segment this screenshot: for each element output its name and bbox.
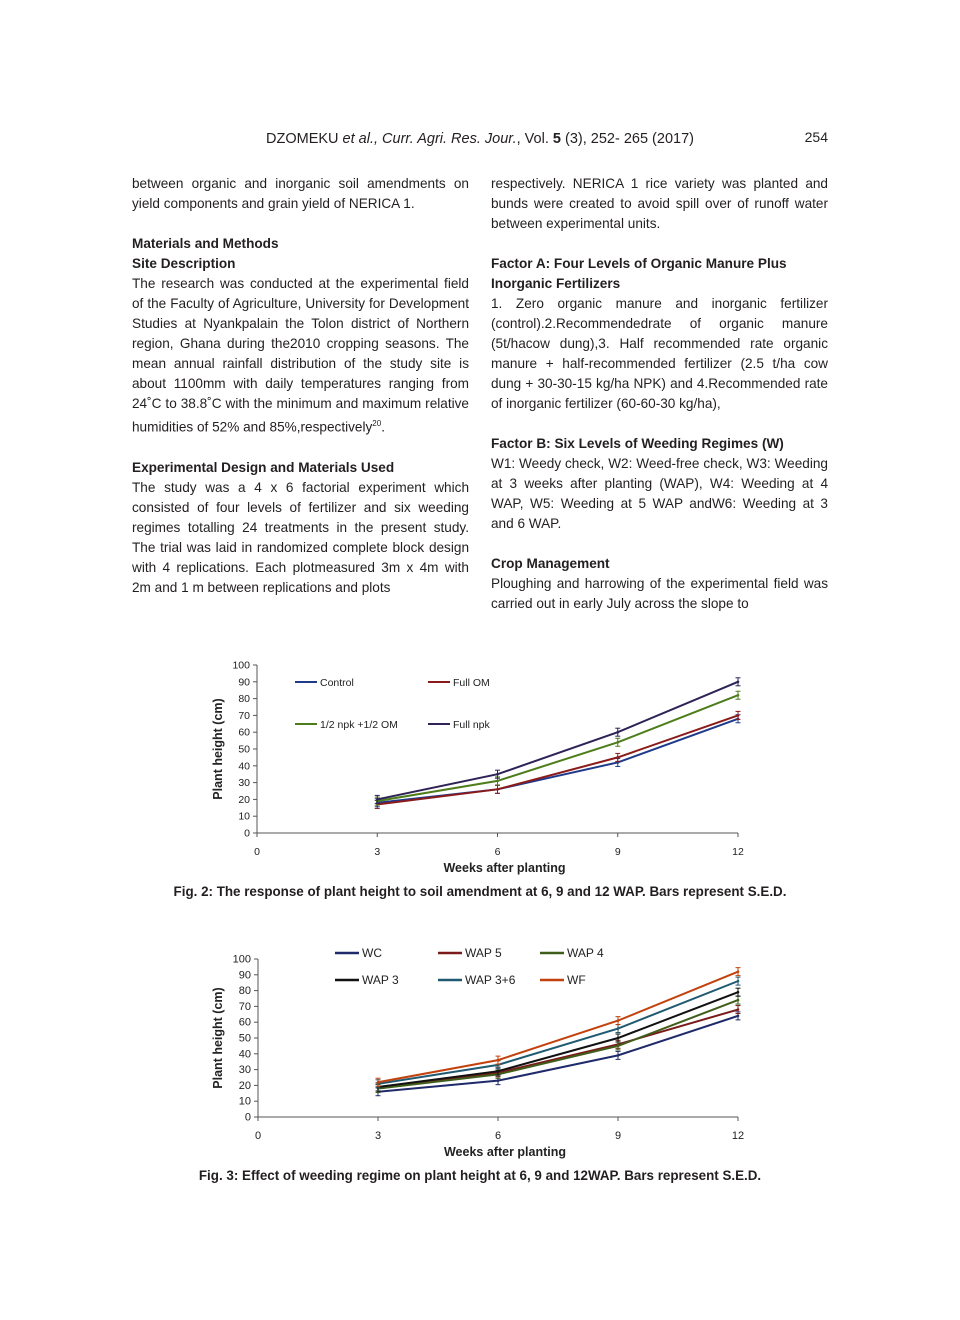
- data-point: [737, 1008, 740, 1011]
- y-tick-label: 40: [238, 760, 250, 773]
- fig2-caption: Fig. 2: The response of plant height to soil amendment at 6, 9 and 12 WAP. Bars represent S.E.D.: [173, 884, 787, 899]
- data-point: [737, 970, 740, 973]
- authors: DZOMEKU: [266, 131, 339, 147]
- data-point: [737, 681, 740, 684]
- series-line-5: [378, 972, 738, 1083]
- x-tick-label: 12: [732, 846, 744, 858]
- data-point: [737, 999, 740, 1002]
- y-tick-label: 40: [238, 1048, 251, 1061]
- x-axis-label: Weeks after planting: [443, 1145, 567, 1159]
- running-header: [0, 129, 960, 151]
- site-heading: Site Description: [132, 256, 236, 271]
- data-point: [497, 1059, 500, 1062]
- x-tick-label: 12: [731, 1130, 745, 1142]
- y-tick-label: 10: [238, 810, 250, 823]
- factor-a-paragraph: 1. Zero organic manure and inorganic fertilizer (control).2.Recommendedrate of organic manure (5t/hacow dung),3. Half recommended rate organic manure + half-recommended fertilizer (2.5 t/ha cow dung + 30-30-15 kg/ha NPK) and 4.Recommended rate of inorganic fertilizer (60-60-30 kg/ha),: [491, 296, 828, 411]
- factor-b-paragraph: W1: Weedy check, W2: Weed-free check, W3: Weeding at 3 weeks after planting (WAP), W4: Weeding at 4 WAP, W5: Weeding at 5 WAP andW6: Weeding at 3 and 6 WAP.: [491, 456, 828, 531]
- y-tick-label: 10: [238, 1095, 251, 1108]
- data-point: [376, 798, 379, 801]
- x-tick-label: 6: [494, 846, 501, 858]
- data-point: [737, 980, 740, 983]
- x-tick-label: 3: [374, 1130, 382, 1142]
- issue-pages: (3), 252- 265 (2017): [560, 131, 694, 147]
- design-heading: Experimental Design and Materials Used: [132, 459, 395, 475]
- data-point: [496, 780, 499, 783]
- y-tick-label: 90: [238, 969, 251, 982]
- crop-paragraph: Ploughing and harrowing of the experimental field was carried out in early July across the slope to: [491, 576, 828, 611]
- y-tick-label: 70: [238, 1000, 251, 1013]
- data-point: [377, 1081, 380, 1084]
- x-tick-label: 3: [374, 846, 381, 858]
- legend-label: WC: [362, 946, 382, 960]
- y-tick-label: 20: [238, 1079, 251, 1092]
- x-tick-label: 0: [254, 1130, 262, 1142]
- series-line-2: [377, 695, 738, 801]
- legend-label: WAP 3: [362, 973, 399, 987]
- x-axis-label: Weeks after planting: [443, 861, 566, 875]
- series-line-3: [377, 682, 738, 800]
- x-tick-label: 6: [494, 1130, 502, 1142]
- y-tick-label: 60: [238, 726, 250, 739]
- y-tick-label: 80: [238, 693, 250, 706]
- legend-label: WAP 3+6: [465, 973, 516, 987]
- data-point: [737, 714, 740, 717]
- legend-label: 1/2 npk +1/2 OM: [320, 719, 398, 731]
- x-tick-label: 9: [614, 1130, 622, 1142]
- crop-heading: Crop Management: [491, 556, 610, 571]
- y-tick-label: 50: [238, 743, 250, 756]
- intro-tail: between organic and inorganic soil amendments on yield components and grain yield of NERICA 1.: [132, 176, 469, 211]
- y-tick-label: 0: [244, 827, 250, 840]
- y-axis-label: Plant height (cm): [211, 698, 225, 800]
- data-point: [617, 1045, 620, 1048]
- fig2-chart: [0, 650, 960, 880]
- data-point: [737, 1015, 740, 1018]
- factor-b-heading: Factor B: Six Levels of Weeding Regimes (W): [491, 436, 784, 451]
- data-point: [617, 1054, 620, 1057]
- y-tick-label: 100: [232, 953, 251, 966]
- data-point: [496, 788, 499, 791]
- data-point: [737, 991, 740, 994]
- legend-label: WAP 5: [465, 946, 502, 960]
- legend-label: Full npk: [453, 719, 490, 731]
- continuation-paragraph: respectively. NERICA 1 rice variety was planted and bunds were created to avoid spill over of runoff water between experimental units.: [491, 176, 828, 231]
- fig3-caption: Fig. 3: Effect of weeding regime on plant height at 6, 9 and 12WAP. Bars represent S.E.D.: [198, 1168, 762, 1183]
- reference-mark: 20: [372, 419, 382, 428]
- fig3-chart: [0, 940, 960, 1165]
- y-tick-label: 80: [238, 985, 251, 998]
- right-column: [491, 174, 828, 614]
- y-tick-label: 70: [238, 709, 250, 722]
- x-tick-label: 9: [614, 846, 621, 858]
- data-point: [617, 1037, 620, 1040]
- factor-a-heading: Factor A: Four Levels of Organic Manure Plus Inorganic Fertilizers: [491, 256, 787, 291]
- data-point: [497, 1070, 500, 1073]
- volume: 5: [552, 131, 561, 147]
- data-point: [616, 756, 619, 759]
- data-point: [496, 773, 499, 776]
- data-point: [497, 1079, 500, 1082]
- x-tick-label: 0: [254, 846, 260, 858]
- data-point: [737, 694, 740, 697]
- data-point: [616, 741, 619, 744]
- legend-label: Full OM: [453, 677, 490, 689]
- materials-heading: Materials and Methods: [132, 236, 279, 251]
- y-tick-label: 30: [238, 1064, 251, 1077]
- journal-abbrev: et al., Curr. Agri. Res. Jour.: [342, 131, 517, 147]
- y-tick-label: 60: [238, 1016, 251, 1029]
- legend-label: WAP 4: [567, 946, 604, 960]
- y-axis-label: Plant height (cm): [211, 987, 225, 1089]
- legend-label: WF: [567, 973, 586, 987]
- data-point: [616, 731, 619, 734]
- legend-label: Control: [320, 677, 354, 689]
- y-tick-label: 0: [244, 1111, 251, 1124]
- y-tick-label: 30: [238, 777, 250, 790]
- vol-prefix: , Vol.: [516, 131, 553, 147]
- left-column: [132, 174, 469, 598]
- y-tick-label: 20: [238, 793, 250, 806]
- design-paragraph: The study was a 4 x 6 factorial experiment which consisted of four levels of fertilizer and six weeding regimes totalling 24 treatments in the present study. The trial was laid in randomized complete block design with 4 replications. Each plotmeasured 3m x 4m with 2m and 1 m between replications and plots: [132, 479, 469, 595]
- page-number: 254: [804, 129, 828, 145]
- data-point: [617, 1019, 620, 1022]
- y-tick-label: 100: [232, 659, 250, 672]
- site-paragraph: The research was conducted at the experimental field of the Faculty of Agriculture, University for Development Studies at Nyankpalain the Tolon district of Northern region, Ghana during the2010 cropping seasons. The mean annual rainfall distribution of the study site is about 1100mm with daily temperatures ranging from 24˚C to 38.8˚C with the minimum and maximum relative humidities of 52% and 85%,respectively$^{20}$.: [132, 276, 469, 435]
- y-tick-label: 50: [238, 1032, 251, 1045]
- data-point: [617, 1027, 620, 1030]
- y-tick-label: 90: [238, 676, 250, 689]
